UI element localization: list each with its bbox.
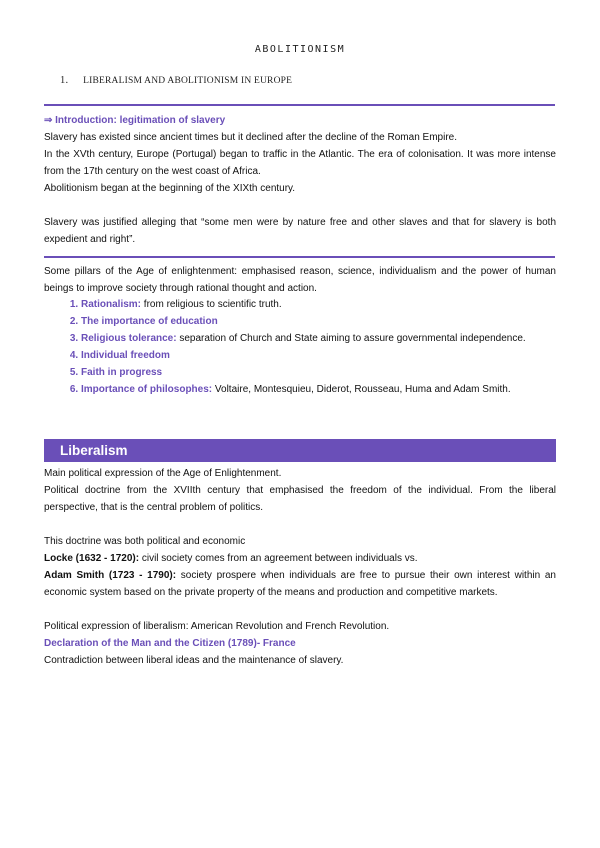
section-number: 1. <box>60 75 69 86</box>
pillar-item <box>81 296 593 313</box>
locke-text: civil society comes from an agreement between individuals vs. <box>139 553 418 564</box>
locke-label: Locke (1632 - 1720): <box>44 553 140 564</box>
pillar-item <box>81 330 593 347</box>
intro-block <box>44 112 556 248</box>
pillar-text: Voltaire, Montesquieu, Diderot, Rousseau, Huma and Adam Smith. <box>212 384 511 395</box>
pillar-label: Religious tolerance: <box>81 333 177 344</box>
pillar-label: Individual freedom <box>81 350 170 361</box>
pillar-item <box>81 313 593 330</box>
smith-text: society prospere when individuals are free to pursue their own interest within an economic system based on the private property of the means and production and competitive markets. <box>44 570 556 598</box>
section-heading <box>60 75 292 86</box>
liberalism-banner: Liberalism <box>44 439 556 462</box>
liberalism-p3: This doctrine was both political and economic <box>44 536 246 547</box>
liberalism-p2: Political doctrine from the XVIIth century that emphasised the freedom of the individual. From the liberal perspective, that is the central problem of politics. <box>44 485 556 513</box>
pillar-label: The importance of education <box>81 316 218 327</box>
liberalism-block <box>44 465 556 669</box>
declaration-heading: Declaration of the Man and the Citizen (1789)- France <box>44 638 296 649</box>
document-title: ABOLITIONISM <box>254 44 346 55</box>
pillar-label: Rationalism: <box>81 299 142 310</box>
pillars-intro: Some pillars of the Age of enlightenment: emphasised reason, science, individualism and the power of human beings to improve society through rational thought and action. <box>44 266 556 294</box>
intro-line-1: Slavery has existed since ancient times but it declined after the decline of the Roman Empire. <box>44 132 457 143</box>
section-title: LIBERALISM AND ABOLITIONISM IN EUROPE <box>83 76 293 86</box>
pillar-item <box>81 381 593 398</box>
pillar-text: separation of Church and State aiming to assure governmental independence. <box>176 333 526 344</box>
divider-top <box>44 104 555 106</box>
divider-middle <box>44 256 555 258</box>
locke-paragraph <box>44 550 556 567</box>
pillar-label: Importance of philosophes: <box>81 384 213 395</box>
liberalism-p4: Political expression of liberalism: American Revolution and French Revolution. <box>44 621 390 632</box>
smith-paragraph <box>44 567 556 601</box>
smith-label: Adam Smith (1723 - 1790): <box>44 570 177 581</box>
pillar-item <box>81 364 593 381</box>
pillars-list <box>44 296 593 398</box>
pillar-label: Faith in progress <box>81 367 163 378</box>
intro-line-2: In the XVth century, Europe (Portugal) began to traffic in the Atlantic. The era of colonisation. It was more intense from the 17th century on the west coast of Africa. <box>44 149 556 177</box>
liberalism-p5: Contradiction between liberal ideas and the maintenance of slavery. <box>44 655 344 666</box>
pillar-text: from religious to scientific truth. <box>141 299 282 310</box>
pillar-item <box>81 347 593 364</box>
intro-line-3: Abolitionism began at the beginning of the XIXth century. <box>44 183 296 194</box>
intro-justification: Slavery was justified alleging that “some men were by nature free and other slaves and that for slavery is both expedient and right”. <box>44 217 556 245</box>
intro-heading: ⇒ Introduction: legitimation of slavery <box>44 115 226 126</box>
liberalism-p1: Main political expression of the Age of Enlightenment. <box>44 468 282 479</box>
